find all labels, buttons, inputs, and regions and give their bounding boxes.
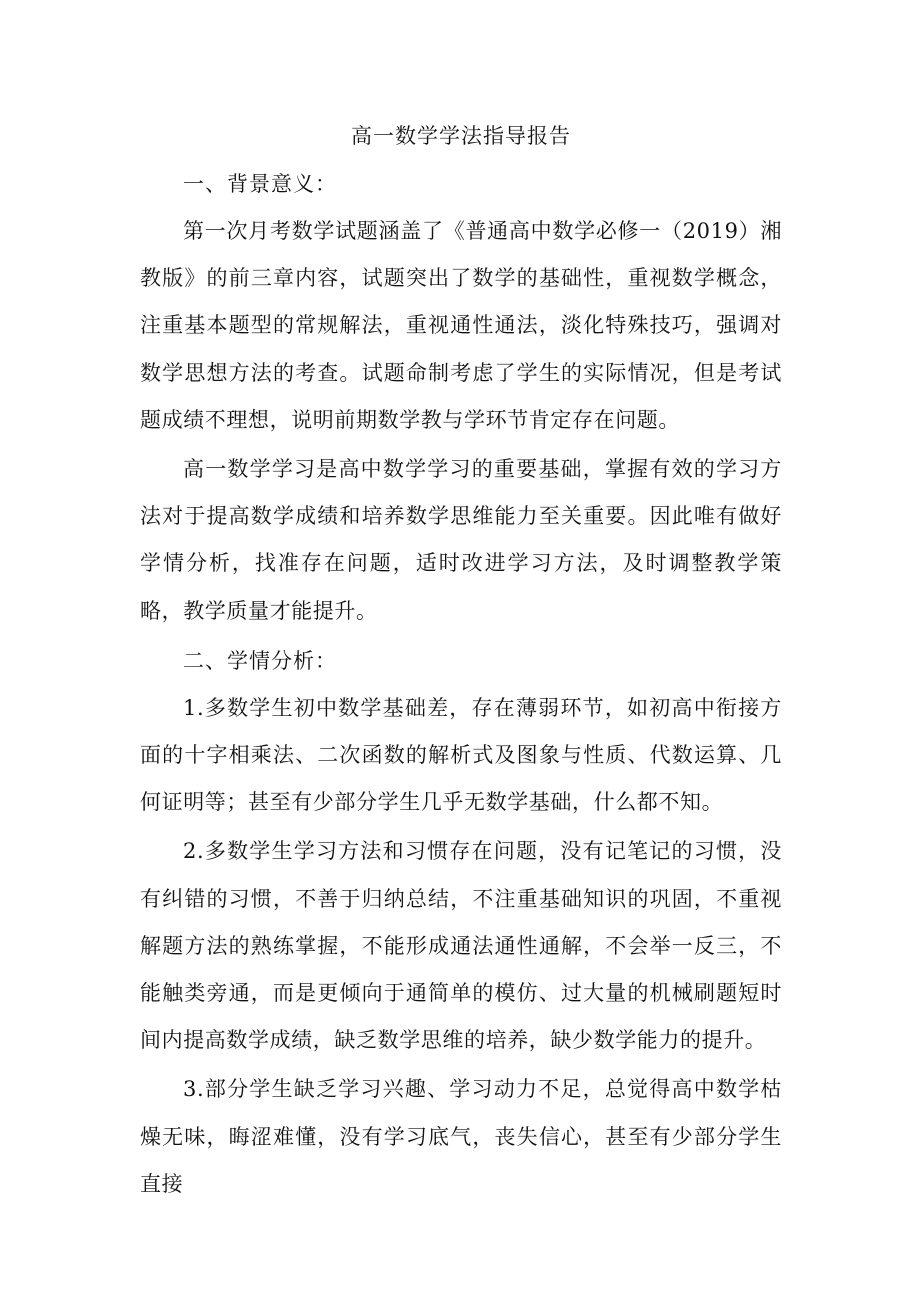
- analysis-item-2: 2.多数学生学习方法和习惯存在问题，没有记笔记的习惯，没有纠错的习惯，不善于归纳总结，不注重基础知识的巩固，不重视解题方法的熟练掌握，不能形成通法通性通解，不会举一反三，不能触类旁通，而是更倾向于通简单的模仿、过大量的机械刷题短时间内提高数学成绩，缺乏数学思维的培养，缺少数学能力的提升。: [140, 839, 782, 1053]
- analysis-item-1: 1.多数学生初中数学基础差，存在薄弱环节，如初高中衔接方面的十字相乘法、二次函数的解析式及图象与性质、代数运算、几何证明等；甚至有少部分学生几乎无数学基础，什么都不知。: [140, 695, 782, 815]
- analysis-item-3: 3.部分学生缺乏学习兴趣、学习动力不足，总觉得高中数学枯燥无味，晦涩难懂，没有学习底气，丧失信心，甚至有少部分学生直接: [140, 1077, 782, 1196]
- paragraph-background-1: 第一次月考数学试题涵盖了《普通高中数学必修一（2019）湘教版》的前三章内容，试题突出了数学的基础性，重视数学概念，注重基本题型的常规解法，重视通性通法，淡化特殊技巧，强调对数学思想方法的考查。试题命制考虑了学生的实际情况，但是考试题成绩不理想，说明前期数学教与学环节肯定存在问题。: [140, 219, 782, 432]
- paragraph-background-2: 高一数学学习是高中数学学习的重要基础，掌握有效的学习方法对于提高数学成绩和培养数学思维能力至关重要。因此唯有做好学情分析，找准存在问题，适时改进学习方法，及时调整教学策略，教学质量才能提升。: [140, 457, 782, 623]
- section-heading-analysis: 二、学情分析：: [183, 648, 337, 673]
- document-title: 高一数学学法指导报告: [351, 124, 571, 148]
- document-body: [140, 112, 782, 1208]
- section-heading-background: 一、背景意义：: [183, 172, 337, 196]
